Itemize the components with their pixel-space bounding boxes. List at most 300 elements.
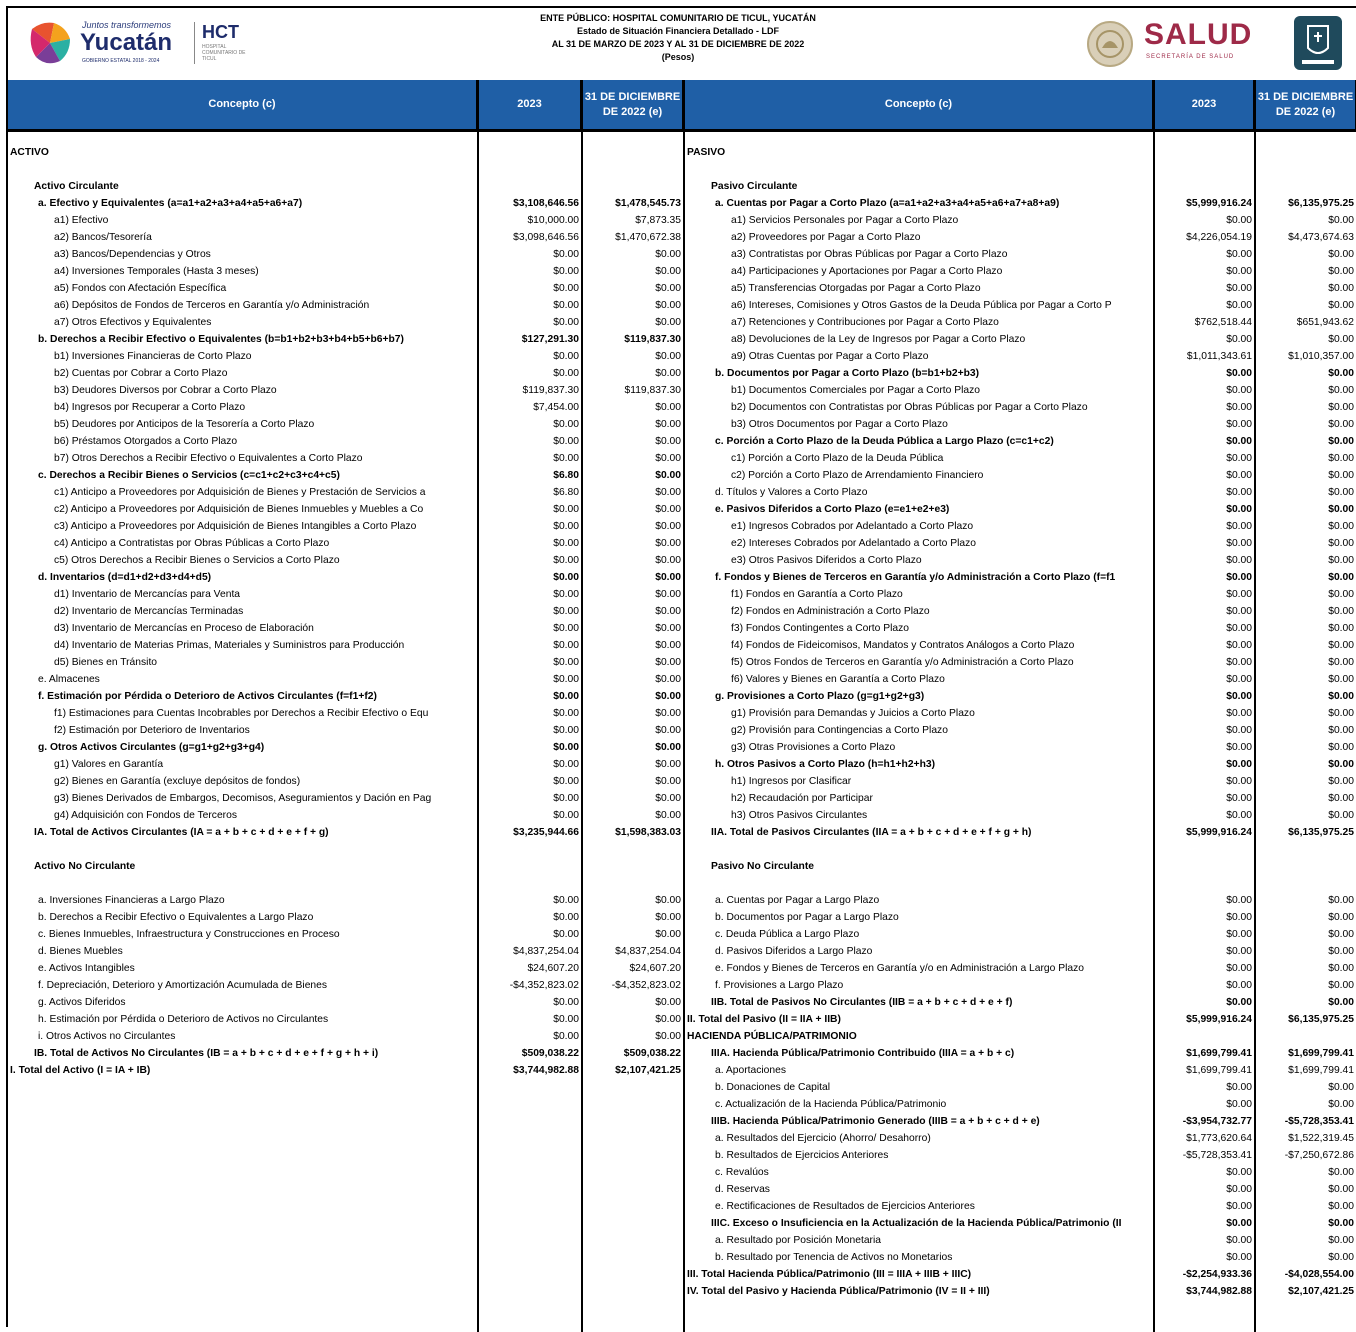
salud-logo-text: SALUD: [1144, 18, 1253, 51]
value-2022: $0.00: [655, 538, 681, 549]
row-label: b. Documentos por Pagar a Largo Plazo: [715, 912, 899, 923]
value-2023: $0.00: [1226, 266, 1252, 277]
value-2023: $0.00: [553, 912, 579, 923]
row-label: b5) Deudores por Anticipos de la Tesorería a Corto Plazo: [54, 419, 315, 430]
value-2022: $0.00: [1328, 691, 1354, 702]
value-2022: $0.00: [655, 674, 681, 685]
value-2022: $0.00: [1328, 402, 1354, 413]
value-2022: $0.00: [1328, 912, 1354, 923]
row-label: e1) Ingresos Cobrados por Adelantado a Corto Plazo: [731, 521, 974, 532]
value-2022: $0.00: [1328, 300, 1354, 311]
row-label: e. Rectificaciones de Resultados de Ejercicios Anteriores: [715, 1201, 975, 1212]
value-2023: $0.00: [553, 997, 579, 1008]
hct-logo: HCT: [202, 22, 239, 42]
row-label: IV. Total del Pasivo y Hacienda Pública/Patrimonio (IV = II + III): [687, 1286, 990, 1297]
row-label: HACIENDA PÚBLICA/PATRIMONIO: [687, 1031, 857, 1042]
row-label: d4) Inventario de Materias Primas, Materiales y Suministros para Producción: [54, 640, 405, 651]
row-label: g. Provisiones a Corto Plazo (g=g1+g2+g3): [715, 691, 925, 702]
statement-row: [8, 365, 1356, 382]
row-label: b3) Deudores Diversos por Cobrar a Corto Plazo: [54, 385, 277, 396]
value-2023: $3,108,646.56: [513, 198, 579, 209]
row-label: IIA. Total de Pasivos Circulantes (IIA = a + b + c + d + e + f + g + h): [711, 827, 1032, 838]
value-2022: $0.00: [1328, 1201, 1354, 1212]
value-2022: $0.00: [1328, 572, 1354, 583]
row-label: a. Cuentas por Pagar a Largo Plazo: [715, 895, 880, 906]
statement-row: [8, 195, 1356, 212]
value-2023: -$5,728,353.41: [1182, 1150, 1252, 1161]
row-label: g2) Bienes en Garantía (excluye depósitos de fondos): [54, 776, 301, 787]
row-label: IIIA. Hacienda Pública/Patrimonio Contribuido (IIIA = a + b + c): [711, 1048, 1015, 1059]
statement-row: [8, 1283, 1356, 1300]
report-currency: (Pesos): [661, 52, 695, 62]
value-2023: $0.00: [1226, 1235, 1252, 1246]
row-label: b. Derechos a Recibir Efectivo o Equivalentes a Largo Plazo: [38, 912, 314, 923]
value-2022: $0.00: [655, 351, 681, 362]
value-2023: $1,011,343.61: [1186, 351, 1252, 362]
value-2023: $0.00: [553, 453, 579, 464]
value-2023: $0.00: [1226, 946, 1252, 957]
value-2022: $0.00: [655, 912, 681, 923]
value-2023: $0.00: [1226, 249, 1252, 260]
row-label: IIIB. Hacienda Pública/Patrimonio Generado (IIIB = a + b + c + d + e): [711, 1116, 1040, 1127]
row-label: f1) Estimaciones para Cuentas Incobrables por Derechos a Recibir Efectivo o Equ: [54, 708, 429, 719]
value-2022: $0.00: [1328, 606, 1354, 617]
statement-row: [8, 433, 1356, 450]
row-label: a5) Transferencias Otorgadas por Pagar a Corto Plazo: [731, 283, 981, 294]
yucatan-logo: [22, 14, 272, 72]
statement-row: [8, 467, 1356, 484]
value-2023: $0.00: [1226, 1218, 1252, 1229]
statement-row: [8, 620, 1356, 637]
row-label: g. Activos Diferidos: [38, 997, 126, 1008]
value-2023: $0.00: [1226, 1252, 1252, 1263]
statement-row: [8, 1215, 1356, 1232]
row-label: a. Resultados del Ejercicio (Ahorro/ Desahorro): [715, 1133, 931, 1144]
value-2023: $0.00: [553, 266, 579, 277]
value-2023: $3,744,982.88: [513, 1065, 579, 1076]
value-2023: $0.00: [1226, 1082, 1252, 1093]
value-2023: $0.00: [1226, 283, 1252, 294]
value-2022: $0.00: [655, 521, 681, 532]
value-2022: $0.00: [655, 810, 681, 821]
row-label: g2) Provisión para Contingencias a Corto Plazo: [731, 725, 948, 736]
row-label: f1) Fondos en Garantía a Corto Plazo: [731, 589, 903, 600]
statement-row: [8, 1147, 1356, 1164]
row-label: c2) Porción a Corto Plazo de Arrendamiento Financiero: [731, 470, 984, 481]
row-label: b1) Inversiones Financieras de Corto Plazo: [54, 351, 252, 362]
value-2022: $0.00: [655, 725, 681, 736]
row-label: c5) Otros Derechos a Recibir Bienes o Servicios a Corto Plazo: [54, 555, 340, 566]
value-2023: $0.00: [1226, 538, 1252, 549]
value-2023: $0.00: [1226, 963, 1252, 974]
row-label: c. Porción a Corto Plazo de la Deuda Pública a Largo Plazo (c=c1+c2): [715, 436, 1054, 447]
value-2023: $0.00: [553, 436, 579, 447]
row-label: c. Revalúos: [715, 1167, 769, 1178]
col-2023-left: 2023: [479, 80, 583, 132]
value-2022: $0.00: [655, 436, 681, 447]
value-2022: $651,943.62: [1296, 317, 1354, 328]
value-2022: $0.00: [655, 283, 681, 294]
value-2022: $1,699,799.41: [1288, 1048, 1354, 1059]
row-label: c1) Porción a Corto Plazo de la Deuda Pública: [731, 453, 944, 464]
col-2022-right: 31 DE DICIEMBRE DE 2022 (e): [1256, 80, 1356, 132]
row-label: d. Pasivos Diferidos a Largo Plazo: [715, 946, 873, 957]
value-2023: $0.00: [1226, 793, 1252, 804]
col-concepto-left: Concepto (c): [8, 80, 479, 132]
statement-row: [8, 1113, 1356, 1130]
statement-row: [8, 552, 1356, 569]
value-2023: $0.00: [553, 759, 579, 770]
value-2022: $0.00: [655, 402, 681, 413]
yucatan-logo-main: Yucatán: [80, 29, 173, 56]
value-2022: $0.00: [655, 555, 681, 566]
statement-row: [8, 1045, 1356, 1062]
value-2022: $0.00: [1328, 793, 1354, 804]
statement-row: [8, 756, 1356, 773]
row-label: d. Inventarios (d=d1+d2+d3+d4+d5): [38, 572, 212, 583]
statement-row: [8, 263, 1356, 280]
value-2022: $0.00: [1328, 1099, 1354, 1110]
row-label: a7) Otros Efectivos y Equivalentes: [54, 317, 212, 328]
row-label: h. Estimación por Pérdida o Deterioro de Activos no Circulantes: [38, 1014, 329, 1025]
value-2023: $0.00: [1226, 810, 1252, 821]
value-2022: $0.00: [1328, 1218, 1354, 1229]
value-2023: $0.00: [1226, 555, 1252, 566]
value-2022: $509,038.22: [623, 1048, 681, 1059]
row-label: a. Aportaciones: [715, 1065, 786, 1076]
value-2022: $0.00: [1328, 657, 1354, 668]
row-label: a1) Servicios Personales por Pagar a Corto Plazo: [731, 215, 959, 226]
row-label: d1) Inventario de Mercancías para Venta: [54, 589, 241, 600]
row-label: a. Resultado por Posición Monetaria: [715, 1235, 881, 1246]
value-2022: $0.00: [1328, 640, 1354, 651]
value-2022: $0.00: [1328, 980, 1354, 991]
value-2023: $0.00: [1226, 487, 1252, 498]
value-2022: $0.00: [1328, 504, 1354, 515]
value-2022: $1,598,383.03: [615, 827, 681, 838]
col-2022-left: 31 DE DICIEMBRE DE 2022 (e): [583, 80, 685, 132]
statement-row: [8, 654, 1356, 671]
statement-row: [8, 926, 1356, 943]
value-2023: $6.80: [553, 470, 579, 481]
statement-row: [8, 994, 1356, 1011]
row-label: Pasivo No Circulante: [711, 861, 814, 872]
row-label: d5) Bienes en Tránsito: [54, 657, 158, 668]
row-label: a. Inversiones Financieras a Largo Plazo: [38, 895, 225, 906]
statement-row: [8, 603, 1356, 620]
value-2022: $0.00: [1328, 436, 1354, 447]
row-label: f4) Fondos de Fideicomisos, Mandatos y Contratos Análogos a Corto Plazo: [731, 640, 1075, 651]
value-2022: $0.00: [655, 640, 681, 651]
statement-row: [8, 1130, 1356, 1147]
value-2022: $0.00: [655, 708, 681, 719]
statement-row: [8, 688, 1356, 705]
statement-row: [8, 535, 1356, 552]
row-label: f5) Otros Fondos de Terceros en Garantía y/o Administración a Corto Plazo: [731, 657, 1074, 668]
row-label: b. Donaciones de Capital: [715, 1082, 831, 1093]
value-2022: $0.00: [1328, 674, 1354, 685]
value-2022: $2,107,421.25: [1288, 1286, 1354, 1297]
statement-row: [8, 909, 1356, 926]
value-2022: $0.00: [1328, 742, 1354, 753]
row-label: b1) Documentos Comerciales por Pagar a Corto Plazo: [731, 385, 980, 396]
value-2023: $0.00: [1226, 708, 1252, 719]
value-2023: $0.00: [1226, 368, 1252, 379]
value-2022: $0.00: [1328, 249, 1354, 260]
salud-logo: [1084, 16, 1284, 74]
row-label: f. Estimación por Pérdida o Deterioro de Activos Circulantes (f=f1+f2): [38, 691, 377, 702]
value-2022: $119,837.30: [624, 334, 681, 345]
value-2023: -$2,254,933.36: [1182, 1269, 1252, 1280]
hct-logo-sub: HOSPITAL COMUNITARIO DE TICUL: [202, 44, 246, 62]
value-2023: $0.00: [1226, 1184, 1252, 1195]
value-2023: $0.00: [1226, 1099, 1252, 1110]
value-2022: $4,473,674.63: [1288, 232, 1354, 243]
mexico-seal-icon: [1084, 18, 1136, 70]
value-2023: $0.00: [1226, 436, 1252, 447]
value-2022: $7,873.35: [635, 215, 681, 226]
statement-row: [8, 739, 1356, 756]
value-2023: $0.00: [553, 1014, 579, 1025]
value-2023: $0.00: [1226, 300, 1252, 311]
statement-row: [8, 1181, 1356, 1198]
row-label: a4) Participaciones y Aportaciones por Pagar a Corto Plazo: [731, 266, 1003, 277]
statement-row: [8, 1028, 1356, 1045]
value-2022: -$5,728,353.41: [1284, 1116, 1354, 1127]
row-label: h1) Ingresos por Clasificar: [731, 776, 852, 787]
value-2023: $0.00: [553, 351, 579, 362]
row-label: d. Bienes Muebles: [38, 946, 123, 957]
value-2022: $24,607.20: [629, 963, 681, 974]
statement-row: [8, 943, 1356, 960]
report-titles: [478, 12, 878, 64]
row-label: h3) Otros Pasivos Circulantes: [731, 810, 868, 821]
value-2023: $0.00: [553, 708, 579, 719]
row-label: c1) Anticipo a Proveedores por Adquisición de Bienes y Prestación de Servicios a: [54, 487, 426, 498]
value-2023: $5,999,916.24: [1186, 1014, 1252, 1025]
value-2023: $0.00: [553, 725, 579, 736]
statement-row: [8, 1232, 1356, 1249]
value-2023: $0.00: [1226, 606, 1252, 617]
value-2023: $0.00: [553, 572, 579, 583]
statement-row: [8, 229, 1356, 246]
value-2022: $0.00: [655, 504, 681, 515]
row-label: e2) Intereses Cobrados por Adelantado a Corto Plazo: [731, 538, 976, 549]
row-label: a4) Inversiones Temporales (Hasta 3 meses): [54, 266, 259, 277]
value-2023: $5,999,916.24: [1186, 827, 1252, 838]
row-label: d2) Inventario de Mercancías Terminadas: [54, 606, 244, 617]
row-label: i. Otros Activos no Circulantes: [38, 1031, 176, 1042]
value-2022: $1,522,319.45: [1288, 1133, 1354, 1144]
row-label: a3) Contratistas por Obras Públicas por Pagar a Corto Plazo: [731, 249, 1008, 260]
value-2022: -$4,028,554.00: [1284, 1269, 1354, 1280]
value-2022: $0.00: [655, 317, 681, 328]
value-2023: $0.00: [553, 895, 579, 906]
row-label: f. Provisiones a Largo Plazo: [715, 980, 844, 991]
value-2023: $0.00: [553, 640, 579, 651]
row-label: b. Documentos por Pagar a Corto Plazo (b=b1+b2+b3): [715, 368, 980, 379]
row-label: I. Total del Activo (I = IA + IB): [10, 1065, 151, 1076]
statement-row: [8, 586, 1356, 603]
yucatan-logo-sub: GOBIERNO ESTATAL 2018 - 2024: [82, 58, 160, 64]
value-2022: $0.00: [655, 487, 681, 498]
statement-row: [8, 1096, 1356, 1113]
value-2022: $0.00: [1328, 1235, 1354, 1246]
value-2023: $0.00: [1226, 742, 1252, 753]
statement-row: [8, 416, 1356, 433]
value-2023: $7,454.00: [533, 402, 579, 413]
value-2022: $0.00: [655, 453, 681, 464]
row-label: a8) Devoluciones de la Ley de Ingresos por Pagar a Corto Plazo: [731, 334, 1026, 345]
value-2023: $6.80: [553, 487, 579, 498]
row-label: IIIC. Exceso o Insuficiencia en la Actualización de la Hacienda Pública/Patrimonio (II: [711, 1218, 1122, 1229]
value-2023: $0.00: [553, 521, 579, 532]
row-label: a. Efectivo y Equivalentes (a=a1+a2+a3+a4+a5+a6+a7): [38, 198, 303, 209]
value-2022: $0.00: [1328, 1184, 1354, 1195]
statement-row: [8, 1198, 1356, 1215]
value-2022: $0.00: [1328, 997, 1354, 1008]
row-label: d. Reservas: [715, 1184, 770, 1195]
value-2023: $0.00: [553, 606, 579, 617]
row-label: a6) Depósitos de Fondos de Terceros en Garantía y/o Administración: [54, 300, 370, 311]
value-2023: $0.00: [1226, 759, 1252, 770]
row-label: a3) Bancos/Dependencias y Otros: [54, 249, 211, 260]
salud-logo-sub: SECRETARÍA DE SALUD: [1146, 54, 1235, 60]
value-2023: $0.00: [1226, 385, 1252, 396]
statement-row: [8, 977, 1356, 994]
statement-row: [8, 331, 1356, 348]
value-2023: $0.00: [553, 300, 579, 311]
report-name: Estado de Situación Financiera Detallado - LDF: [576, 26, 780, 36]
value-2022: $0.00: [655, 368, 681, 379]
row-label: e3) Otros Pasivos Diferidos a Corto Plazo: [731, 555, 922, 566]
row-label: c. Bienes Inmuebles, Infraestructura y Construcciones en Proceso: [38, 929, 340, 940]
value-2022: $0.00: [655, 419, 681, 430]
value-2022: $0.00: [1328, 963, 1354, 974]
value-2023: $0.00: [1226, 470, 1252, 481]
row-label: c. Actualización de la Hacienda Pública/Patrimonio: [715, 1099, 947, 1110]
value-2022: $0.00: [1328, 1167, 1354, 1178]
value-2022: $0.00: [1328, 368, 1354, 379]
value-2023: $0.00: [1226, 572, 1252, 583]
statement-row: [8, 773, 1356, 790]
value-2022: $2,107,421.25: [615, 1065, 681, 1076]
row-label: PASIVO: [687, 147, 726, 158]
statement-row: [8, 824, 1356, 841]
row-label: Pasivo Circulante: [711, 181, 798, 192]
row-label: III. Total Hacienda Pública/Patrimonio (III = IIIA + IIIB + IIIC): [687, 1269, 972, 1280]
value-2023: $3,098,646.56: [513, 232, 579, 243]
value-2023: $0.00: [553, 623, 579, 634]
value-2022: $0.00: [1328, 589, 1354, 600]
value-2023: $0.00: [553, 691, 579, 702]
row-label: b. Derechos a Recibir Efectivo o Equivalentes (b=b1+b2+b3+b4+b5+b6+b7): [38, 334, 404, 345]
statement-row: [8, 144, 1356, 161]
row-label: a1) Efectivo: [54, 215, 109, 226]
row-label: e. Fondos y Bienes de Terceros en Garantía y/o en Administración a Largo Plazo: [715, 963, 1084, 974]
value-2022: $0.00: [1328, 776, 1354, 787]
statement-row: [8, 246, 1356, 263]
value-2022: $0.00: [655, 606, 681, 617]
statement-row: [8, 399, 1356, 416]
statement-row: [8, 1011, 1356, 1028]
row-label: a5) Fondos con Afectación Específica: [54, 283, 227, 294]
value-2022: $0.00: [1328, 283, 1354, 294]
value-2023: $0.00: [553, 929, 579, 940]
value-2023: $10,000.00: [527, 215, 579, 226]
row-label: a7) Retenciones y Contribuciones por Pagar a Corto Plazo: [731, 317, 999, 328]
value-2022: $0.00: [1328, 453, 1354, 464]
value-2022: $0.00: [655, 657, 681, 668]
statement-row: [8, 705, 1356, 722]
row-label: e. Pasivos Diferidos a Corto Plazo (e=e1+e2+e3): [715, 504, 950, 515]
value-2023: $0.00: [553, 368, 579, 379]
value-2022: $0.00: [655, 589, 681, 600]
value-2022: $0.00: [1328, 470, 1354, 481]
value-2023: $3,235,944.66: [513, 827, 579, 838]
value-2023: $0.00: [553, 589, 579, 600]
value-2023: $0.00: [1226, 776, 1252, 787]
value-2023: $1,699,799.41: [1186, 1065, 1252, 1076]
row-label: Activo Circulante: [34, 181, 119, 192]
statement-row: [8, 960, 1356, 977]
value-2023: $119,837.30: [522, 385, 579, 396]
row-label: h2) Recaudación por Participar: [731, 793, 873, 804]
value-2023: $762,518.44: [1194, 317, 1252, 328]
row-label: c. Deuda Pública a Largo Plazo: [715, 929, 860, 940]
value-2023: $0.00: [1226, 929, 1252, 940]
yucatan-logo-top: Juntos transformemos: [82, 20, 172, 30]
value-2022: $0.00: [1328, 708, 1354, 719]
row-label: IB. Total de Activos No Circulantes (IB = a + b + c + d + e + f + g + h + i): [34, 1048, 379, 1059]
value-2022: $0.00: [1328, 419, 1354, 430]
row-label: c. Derechos a Recibir Bienes o Servicios (c=c1+c2+c3+c4+c5): [38, 470, 340, 481]
statement-row: [8, 1249, 1356, 1266]
statement-row: [8, 382, 1356, 399]
value-2022: $0.00: [655, 1031, 681, 1042]
value-2022: $6,135,975.25: [1288, 198, 1354, 209]
row-label: g3) Otras Provisiones a Corto Plazo: [731, 742, 896, 753]
value-2023: $0.00: [1226, 623, 1252, 634]
value-2022: $0.00: [1328, 623, 1354, 634]
statement-row: [8, 501, 1356, 518]
row-label: e. Activos Intangibles: [38, 963, 135, 974]
row-label: Activo No Circulante: [34, 861, 136, 872]
value-2023: $0.00: [1226, 334, 1252, 345]
row-label: b6) Préstamos Otorgados a Corto Plazo: [54, 436, 238, 447]
value-2023: $0.00: [553, 555, 579, 566]
value-2023: $0.00: [1226, 691, 1252, 702]
row-label: c4) Anticipo a Contratistas por Obras Públicas a Corto Plazo: [54, 538, 330, 549]
value-2023: $3,744,982.88: [1186, 1286, 1252, 1297]
value-2023: $0.00: [1226, 657, 1252, 668]
value-2023: $0.00: [1226, 215, 1252, 226]
value-2022: $0.00: [655, 691, 681, 702]
row-label: II. Total del Pasivo (II = IIA + IIB): [687, 1014, 841, 1025]
value-2023: $0.00: [1226, 1201, 1252, 1212]
value-2023: $0.00: [553, 538, 579, 549]
value-2022: $119,837.30: [624, 385, 681, 396]
value-2023: $509,038.22: [521, 1048, 579, 1059]
value-2022: $0.00: [655, 776, 681, 787]
row-label: a9) Otras Cuentas por Pagar a Corto Plazo: [731, 351, 929, 362]
value-2022: $0.00: [1328, 266, 1354, 277]
value-2022: $0.00: [655, 266, 681, 277]
value-2022: $0.00: [1328, 929, 1354, 940]
value-2022: $1,699,799.41: [1288, 1065, 1354, 1076]
statement-row: [8, 722, 1356, 739]
row-label: f. Depreciación, Deterioro y Amortización Acumulada de Bienes: [38, 980, 328, 991]
